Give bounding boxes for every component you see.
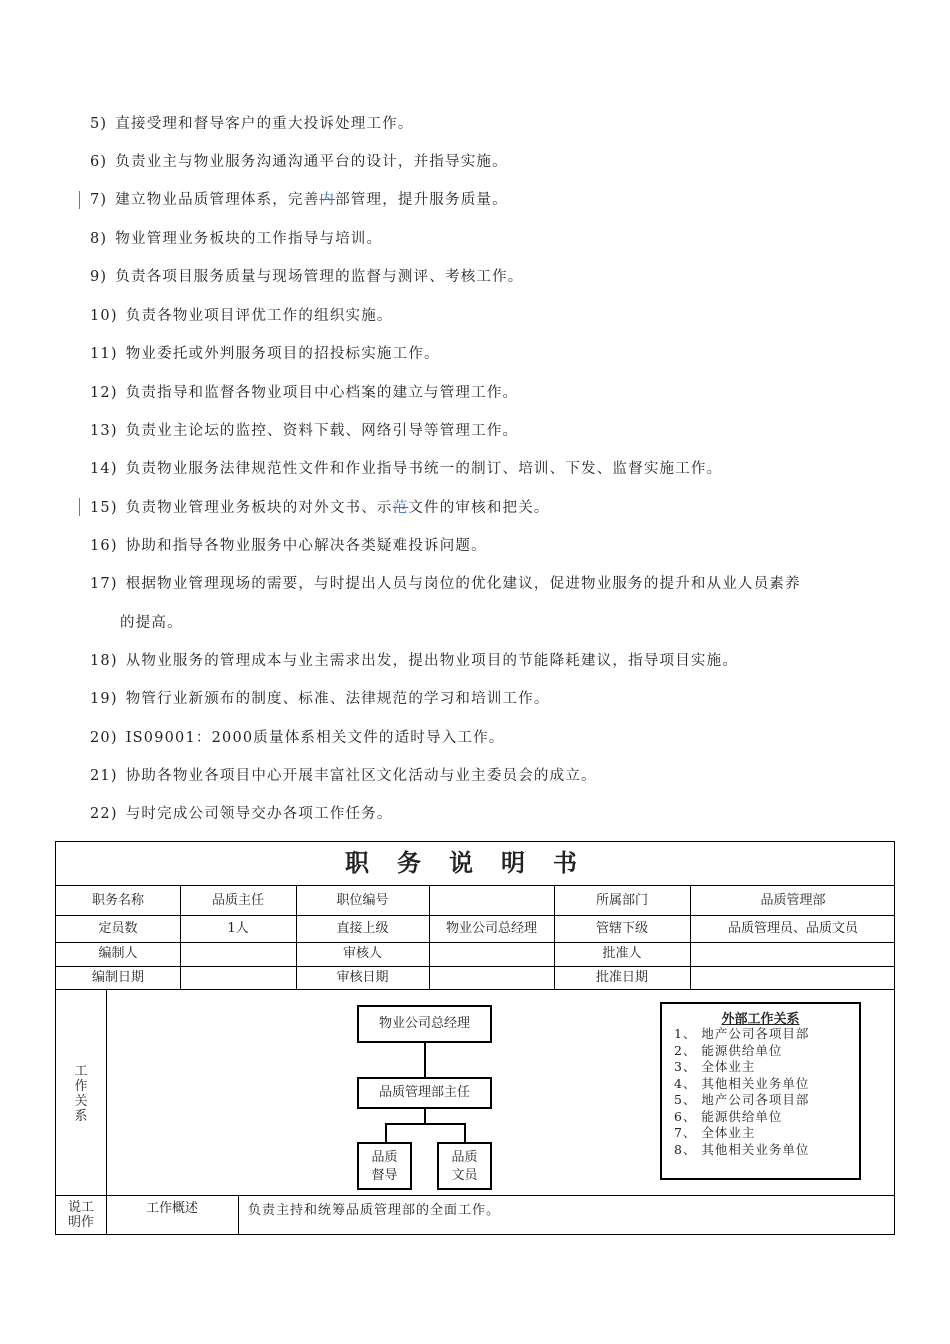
duty-text: 负责业主与物业服务沟通沟通平台的设计，并指导实施。 — [115, 154, 508, 170]
superior-value: 物业公司总经理 — [445, 921, 537, 936]
duty-item — [90, 190, 508, 210]
external-relation-item: 1、 地产公司各项目部 — [674, 1026, 810, 1041]
duty-item — [90, 804, 393, 824]
duty-number: 9) — [90, 269, 108, 285]
col-divider — [429, 885, 430, 989]
duty-item — [90, 498, 550, 518]
external-relations-title: 外部工作关系 — [721, 1012, 800, 1027]
department-value: 品质管理部 — [760, 893, 826, 908]
org-connector — [424, 1109, 426, 1124]
job-description-form — [55, 841, 895, 1235]
duty-number: 11) — [90, 346, 118, 362]
duty-text: 负责物业服务法律规范性文件和作业指导书统一的制订、培训、下发、监督实施工作。 — [125, 461, 723, 477]
org-box-quality-clerk — [437, 1142, 492, 1190]
deleted-text: 范 — [392, 500, 409, 516]
headcount-label: 定员数 — [98, 921, 138, 936]
description-side-label-line: 说工 — [67, 1200, 94, 1215]
duty-text: 协助和指导各物业服务中心解决各类疑难投诉问题。 — [125, 538, 487, 554]
duty-number: 10) — [90, 308, 118, 324]
duty-item — [90, 766, 597, 786]
row-divider — [56, 915, 894, 916]
duty-text: 协助各物业各项目中心开展丰富社区文化活动与业主委员会的成立。 — [125, 768, 597, 784]
duty-number: 22) — [90, 806, 118, 822]
org-connector — [385, 1123, 387, 1142]
org-box-line: 品质 — [451, 1150, 478, 1165]
work-relation-label-char: 工 — [74, 1064, 88, 1079]
duty-number: 12) — [90, 385, 118, 401]
duty-item — [90, 344, 440, 364]
duty-text: IS09001：2000质量体系相关文件的适时导入工作。 — [125, 730, 505, 746]
approved-date-label: 批准日期 — [595, 970, 648, 985]
external-relations-box — [660, 1002, 861, 1180]
external-relation-item: 3、 全体业主 — [674, 1059, 756, 1074]
duty-item — [90, 114, 414, 134]
duty-text: 根据物业管理现场的需要，与时提出人员与岗位的优化建议，促进物业服务的提升和从业人员素养 — [125, 576, 801, 592]
duty-text: 物管行业新颁布的制度、标准、法律规范的学习和培训工作。 — [125, 691, 550, 707]
org-box-line: 品质 — [371, 1150, 398, 1165]
subordinate-value: 品质管理员、品质文员 — [727, 921, 858, 936]
duty-text: 与时完成公司领导交办各项工作任务。 — [125, 806, 393, 822]
job-name-label: 职务名称 — [91, 893, 144, 908]
description-side-label-line: 明作 — [67, 1215, 94, 1230]
duty-number: 19) — [90, 691, 118, 707]
duty-text: 从物业服务的管理成本与业主需求出发，提出物业项目的节能降耗建议，指导项目实施。 — [125, 653, 739, 669]
duty-item — [90, 574, 801, 594]
description-side-label — [56, 1200, 106, 1230]
external-relation-item: 7、 全体业主 — [674, 1125, 756, 1140]
org-connector — [424, 1043, 426, 1077]
duty-number: 15) — [90, 500, 118, 516]
superior-label: 直接上级 — [336, 921, 389, 936]
subordinate-label: 管辖下级 — [595, 921, 648, 936]
duty-item — [90, 728, 505, 748]
work-relation-label — [56, 1064, 106, 1124]
org-connector — [464, 1123, 466, 1142]
department-label: 所属部门 — [595, 893, 648, 908]
org-box-quality-supervisor — [357, 1142, 412, 1190]
external-relation-item: 8、 其他相关业务单位 — [674, 1141, 810, 1157]
reviewed-date-label: 审核日期 — [336, 970, 389, 985]
duty-item — [90, 306, 393, 326]
duty-text: 负责指导和监督各物业项目中心档案的建立与管理工作。 — [125, 385, 519, 401]
duty-number: 16) — [90, 538, 118, 554]
job-name-value: 品质主任 — [211, 893, 264, 908]
reviewed-by-label: 审核人 — [342, 946, 382, 961]
work-relation-label-char: 作 — [74, 1079, 88, 1094]
duty-number: 7) — [90, 192, 108, 208]
duty-text: 文件的审核和把关。 — [408, 500, 550, 516]
duty-text: 物业委托或外判服务项目的招投标实施工作。 — [125, 346, 440, 362]
org-box-line: 督导 — [371, 1168, 398, 1183]
org-box-general-manager: 物业公司总经理 — [357, 1005, 492, 1043]
org-box-quality-director: 品质管理部主任 — [357, 1077, 492, 1109]
duty-text: 部管理，提升服务质量。 — [335, 192, 508, 208]
duty-item — [90, 152, 508, 172]
row-divider — [56, 966, 894, 967]
col-divider — [238, 1195, 239, 1235]
summary-label: 工作概述 — [145, 1201, 198, 1216]
change-bar — [79, 191, 80, 209]
prepared-date-label: 编制日期 — [91, 970, 144, 985]
change-bar — [79, 498, 80, 516]
duty-item — [90, 459, 722, 479]
row-divider — [56, 1195, 894, 1196]
col-divider — [106, 989, 107, 1235]
duty-item — [90, 383, 518, 403]
external-relation-item: 4、 其他相关业务单位 — [674, 1075, 810, 1091]
duty-text: 建立物业品质管理体系，完善 — [115, 192, 320, 208]
work-relation-label-char: 关 — [74, 1094, 88, 1109]
row-divider — [56, 942, 894, 943]
summary-value: 负责主持和统筹品质管理部的全面工作。 — [248, 1203, 501, 1218]
duty-number: 17) — [90, 576, 118, 592]
duty-text: 负责各项目服务质量与现场管理的监督与测评、考核工作。 — [115, 269, 524, 285]
position-code-label: 职位编号 — [336, 893, 389, 908]
duty-text: 负责业主论坛的监控、资料下载、网络引导等管理工作。 — [125, 423, 519, 439]
duty-item — [90, 689, 550, 709]
duty-number: 20) — [90, 730, 118, 746]
duty-text: 直接受理和督导客户的重大投诉处理工作。 — [115, 116, 414, 132]
duty-number: 18) — [90, 653, 118, 669]
duty-item — [90, 421, 518, 441]
duty-number: 14) — [90, 461, 118, 477]
duty-text: 负责各物业项目评优工作的组织实施。 — [125, 308, 393, 324]
row-divider — [56, 885, 894, 886]
prepared-by-label: 编制人 — [98, 946, 138, 961]
external-relation-item: 5、 地产公司各项目部 — [674, 1092, 810, 1107]
org-connector — [385, 1123, 466, 1125]
row-divider — [56, 989, 894, 990]
duty-number: 6) — [90, 154, 108, 170]
duty-text: 物业管理业务板块的工作指导与培训。 — [115, 231, 383, 247]
duty-number: 21) — [90, 768, 118, 784]
duty-number: 5) — [90, 116, 108, 132]
deleted-text: 内 — [319, 192, 336, 208]
duty-item — [90, 536, 487, 556]
headcount-value: 1人 — [227, 921, 249, 936]
work-relation-label-char: 系 — [74, 1109, 88, 1124]
external-relation-item: 2、 能源供给单位 — [674, 1042, 783, 1058]
duty-item — [120, 613, 183, 633]
duty-item — [90, 267, 524, 287]
approved-by-label: 批准人 — [602, 946, 642, 961]
duty-number: 8) — [90, 231, 108, 247]
duty-item — [90, 651, 738, 671]
external-relation-item: 6、 能源供给单位 — [674, 1108, 783, 1124]
duty-text: 的提高。 — [120, 615, 183, 631]
duty-text: 负责物业管理业务板块的对外文书、示 — [125, 500, 393, 516]
org-box-line: 文员 — [451, 1168, 478, 1183]
duty-item — [90, 229, 382, 249]
duty-number: 13) — [90, 423, 118, 439]
form-title: 职务说明书 — [345, 849, 605, 877]
